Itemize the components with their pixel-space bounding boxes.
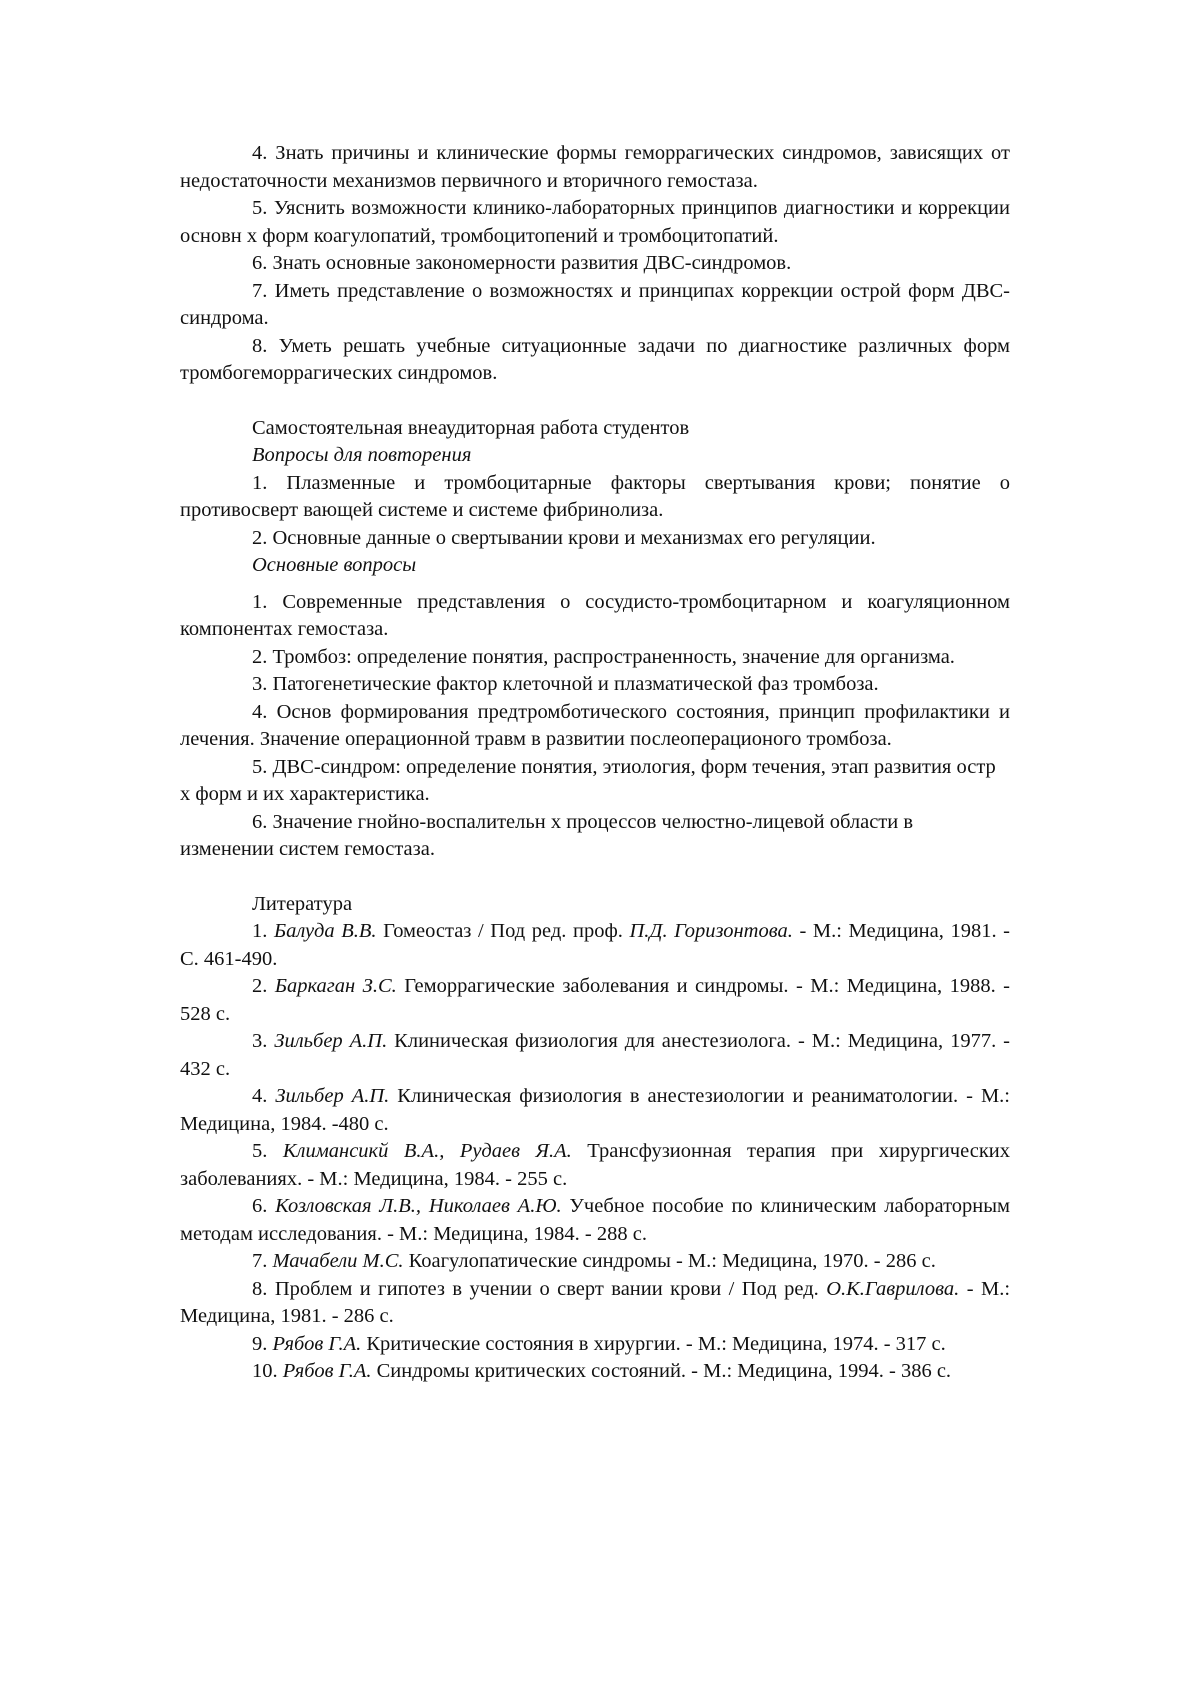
reference-author: Рябов Г.А. bbox=[272, 1332, 362, 1355]
main-question: 3. Патогенетические фактор клеточной и плазматической фаз тромбоза. bbox=[252, 673, 879, 695]
reference-tail: - М.: Медицина, 1981. - С. 461-490. bbox=[180, 920, 1011, 970]
main-question: 4. Основ формирования предтромботического состояния, принцип профилактики и лечения. Значение операционной травм в развитии послеоперационого тромбоза. bbox=[180, 700, 1010, 750]
reference-author: Баркаган З.С. bbox=[274, 975, 397, 997]
reference-number: 8. bbox=[252, 1277, 268, 1300]
section-title: Самостоятельная внеаудиторная работа студентов bbox=[252, 416, 690, 439]
reference-text: Проблем и гипотез в учении о сверт вании крови / Под ред. bbox=[274, 1277, 827, 1300]
reference-text: Гомеостаз / Под ред. проф. bbox=[376, 920, 630, 942]
review-heading: Вопросы для повторения bbox=[252, 444, 472, 466]
main-question: 5. ДВС-синдром: определение понятия, этиология, форм течения, этап развития остр х форм и их характеристика. bbox=[180, 755, 996, 805]
main-questions-heading: Основные вопросы bbox=[252, 554, 417, 576]
reference-item bbox=[180, 1028, 1010, 1083]
reference-text: Критические состояния в хирургии. - М.: Медицина, 1974. - 317 с. bbox=[361, 1332, 946, 1355]
reference-item bbox=[180, 1083, 1010, 1138]
reference-item bbox=[180, 1193, 1010, 1248]
reference-author: Рябов Г.А. bbox=[282, 1360, 372, 1382]
goal-item: 4. Знать причины и клинические формы геморрагических синдромов, зависящих от недостаточности механизмов первичного и вторичного гемостаза. bbox=[180, 142, 1010, 192]
reference-author: Мачабели М.С. bbox=[272, 1250, 404, 1272]
reference-number: 7. bbox=[252, 1250, 268, 1272]
reference-author: Зильбер А.П. bbox=[274, 1030, 388, 1052]
reference-number: 5. bbox=[252, 1140, 268, 1162]
literature-section bbox=[180, 891, 1010, 1386]
reference-text: Трансфузионная терапия при хирургических заболеваниях. - М.: Медицина, 1984. - 255 с. bbox=[180, 1140, 1011, 1190]
reference-number: 3. bbox=[252, 1030, 268, 1052]
literature-heading: Литература bbox=[252, 892, 353, 915]
independent-work-section bbox=[180, 415, 1010, 864]
reference-text: Коагулопатические синдромы - М.: Медицина, 1970. - 286 с. bbox=[403, 1250, 936, 1272]
reference-item bbox=[180, 1331, 1010, 1359]
reference-text: Клиническая физиология для анестезиолога. - М.: Медицина, 1977. - 432 с. bbox=[180, 1030, 1010, 1080]
review-question: 1. Плазменные и тромбоцитарные факторы свертывания крови; понятие о противосверт вающей системе и системе фибринолиза. bbox=[180, 471, 1010, 521]
reference-item bbox=[180, 1358, 1010, 1386]
reference-number: 4. bbox=[252, 1085, 268, 1107]
reference-author: Зильбер А.П. bbox=[275, 1085, 390, 1107]
goal-item: 8. Уметь решать учебные ситуационные задачи по диагностике различных форм тромбогеморрагических синдромов. bbox=[180, 334, 1010, 384]
goal-item: 5. Уяснить возможности клинико-лабораторных принципов диагностики и коррекции основн х форм коагулопатий, тромбоцитопений и тромбоцитопатий. bbox=[180, 197, 1010, 247]
reference-author: Козловская Л.В., Николаев А.Ю. bbox=[275, 1195, 562, 1217]
main-question: 1. Современные представления о сосудисто-тромбоцитарном и коагуляционном компонентах гемостаза. bbox=[180, 590, 1010, 640]
goal-item: 6. Знать основные закономерности развития ДВС-синдромов. bbox=[252, 252, 792, 274]
reference-number: 10. bbox=[252, 1360, 278, 1382]
goals-list bbox=[180, 140, 1010, 388]
reference-number: 9. bbox=[252, 1332, 268, 1355]
reference-number: 6. bbox=[252, 1195, 268, 1217]
page-content bbox=[180, 140, 1010, 1386]
reference-author: Балуда В.В. bbox=[273, 920, 377, 942]
goal-item: 7. Иметь представление о возможностях и принципах коррекции острой форм ДВС-синдрома. bbox=[180, 279, 1010, 329]
reference-item bbox=[180, 918, 1010, 973]
reference-item bbox=[180, 1276, 1010, 1331]
reference-text: Синдромы критических состояний. - М.: Медицина, 1994. - 386 с. bbox=[371, 1360, 952, 1382]
reference-author: Климансикй В.А., Рудаев Я.А. bbox=[282, 1140, 572, 1162]
reference-editor: О.К.Гаврилова. bbox=[826, 1277, 960, 1300]
reference-text: Учебное пособие по клиническим лабораторным методам исследования. - М.: Медицина, 1984. - 288 с. bbox=[180, 1195, 1011, 1245]
reference-text: Клиническая физиология в анестезиологии и реаниматологии. - М.: Медицина, 1984. -480 с. bbox=[180, 1085, 1010, 1135]
reference-tail: - М.: Медицина, 1981. - 286 с. bbox=[180, 1277, 1011, 1327]
reference-editor: П.Д. Горизонтова. bbox=[629, 920, 793, 942]
review-question: 2. Основные данные о свертывании крови и механизмах его регуляции. bbox=[252, 526, 876, 549]
main-question: 6. Значение гнойно-воспалительн х процессов челюстно-лицевой области в изменении систем гемостаза. bbox=[180, 810, 914, 860]
reference-item bbox=[180, 973, 1010, 1028]
reference-item bbox=[180, 1138, 1010, 1193]
reference-item bbox=[180, 1248, 1010, 1276]
reference-text: Геморрагические заболевания и синдромы. - М.: Медицина, 1988. - 528 с. bbox=[180, 975, 1011, 1025]
main-question: 2. Тромбоз: определение понятия, распространенность, значение для организма. bbox=[252, 645, 955, 668]
reference-number: 2. bbox=[252, 975, 268, 997]
reference-number: 1. bbox=[252, 920, 268, 942]
